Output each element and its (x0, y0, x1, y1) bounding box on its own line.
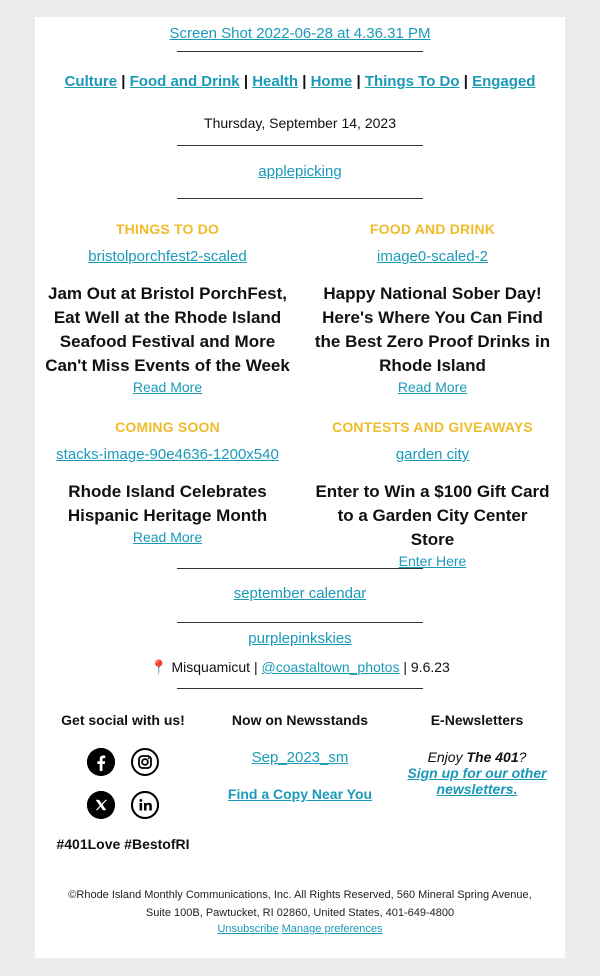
story-category: CONTESTS AND GIVEAWAYS (332, 419, 533, 435)
issue-date: Thursday, September 14, 2023 (204, 115, 396, 131)
enter-here-link[interactable]: Enter Here (398, 553, 467, 569)
photo-date: 9.6.23 (410, 659, 450, 675)
story-category: THINGS TO DO (115, 221, 220, 237)
photo-of-week-image[interactable]: purplepinkskies (248, 630, 352, 647)
category-nav (35, 73, 565, 90)
divider (177, 145, 423, 146)
story-category: COMING SOON (115, 419, 220, 435)
read-more-link[interactable]: Read More (132, 379, 203, 395)
hashtags: #401Love #BestofRI (56, 836, 190, 852)
x-icon[interactable] (87, 791, 115, 819)
enewsletter-blurb (389, 749, 565, 797)
magazine-cover-image[interactable]: Sep_2023_sm (251, 749, 349, 766)
divider (177, 568, 423, 569)
nav-separator: | (302, 73, 307, 90)
unsubscribe-link[interactable]: Unsubscribe (217, 923, 279, 935)
linkedin-icon[interactable] (131, 791, 159, 819)
enewsletter-section (389, 712, 565, 797)
instagram-icon[interactable] (131, 748, 159, 776)
signup-link[interactable]: Sign up for our other newsletters. (407, 765, 547, 797)
nav-separator: | (243, 73, 249, 90)
nav-separator: | (121, 73, 126, 90)
photo-caption: 📍 Misquamicut | @coastaltown_photos | 9.6.23 (150, 659, 450, 675)
story-image[interactable]: image0-scaled-2 (377, 248, 488, 265)
nav-health[interactable]: Health (252, 73, 299, 90)
question-mark: ? (518, 749, 527, 765)
newsletter-card (35, 17, 565, 958)
photographer-handle-link[interactable]: @coastaltown_photos (261, 659, 400, 675)
story-headline[interactable]: Rhode Island Celebrates Hispanic Heritage Month (67, 482, 268, 525)
header-banner-image[interactable]: Screen Shot 2022-06-28 at 4.36.31 PM (169, 25, 431, 42)
nav-engaged[interactable]: Engaged (472, 73, 536, 90)
calendar-image[interactable]: september calendar (233, 585, 367, 602)
story-card (35, 419, 300, 545)
social-title: Get social with us! (61, 712, 185, 728)
social-section (35, 712, 211, 862)
newsstand-section (212, 712, 388, 802)
read-more-link[interactable]: Read More (397, 379, 468, 395)
pin-icon: 📍 (150, 659, 168, 675)
nav-separator: | (463, 73, 468, 90)
read-more-link[interactable]: Read More (132, 529, 203, 545)
nav-separator: | (356, 73, 361, 90)
story-headline[interactable]: Jam Out at Bristol PorchFest, Eat Well at the Rhode Island Seafood Festival and More Can't Miss Events of the Week (45, 284, 290, 375)
nav-things-to-do[interactable]: Things To Do (364, 73, 460, 90)
footer-links (35, 923, 565, 935)
story-card (300, 221, 565, 395)
story-category: FOOD AND DRINK (369, 221, 496, 237)
story-headline[interactable]: Happy National Sober Day! Here's Where You Can Find the Best Zero Proof Drinks in Rhode Island (314, 284, 551, 375)
facebook-icon[interactable] (87, 748, 115, 776)
nav-home[interactable]: Home (310, 73, 353, 90)
story-card (35, 221, 300, 395)
story-headline[interactable]: Enter to Win a $100 Gift Card to a Garden City Center Store (315, 482, 550, 549)
enewsletter-title: E-Newsletters (430, 712, 524, 728)
enjoy-text: Enjoy (427, 749, 463, 765)
story-image[interactable]: bristolporchfest2-scaled (88, 248, 247, 265)
story-card (300, 419, 565, 569)
story-image[interactable]: stacks-image-90e4636-1200x540 (56, 446, 279, 463)
hero-image[interactable]: applepicking (258, 163, 342, 180)
manage-preferences-link[interactable]: Manage preferences (281, 923, 383, 935)
nav-food-and-drink[interactable]: Food and Drink (129, 73, 240, 90)
find-a-copy-link[interactable]: Find a Copy Near You (227, 786, 373, 802)
copyright-notice: ©Rhode Island Monthly Communications, Inc. All Rights Reserved, 560 Mineral Spring Avenue, Suite 100B, Pawtucket, RI 02860, United States, 401-649-4800 (68, 889, 532, 919)
divider (177, 198, 423, 199)
divider (177, 688, 423, 689)
brand-name: The 401 (466, 749, 519, 765)
photo-location: Misquamicut (171, 659, 251, 675)
divider (177, 51, 423, 52)
story-image[interactable]: garden city (395, 446, 470, 463)
nav-culture[interactable]: Culture (64, 73, 118, 90)
divider (177, 622, 423, 623)
newsstand-title: Now on Newsstands (231, 712, 369, 728)
